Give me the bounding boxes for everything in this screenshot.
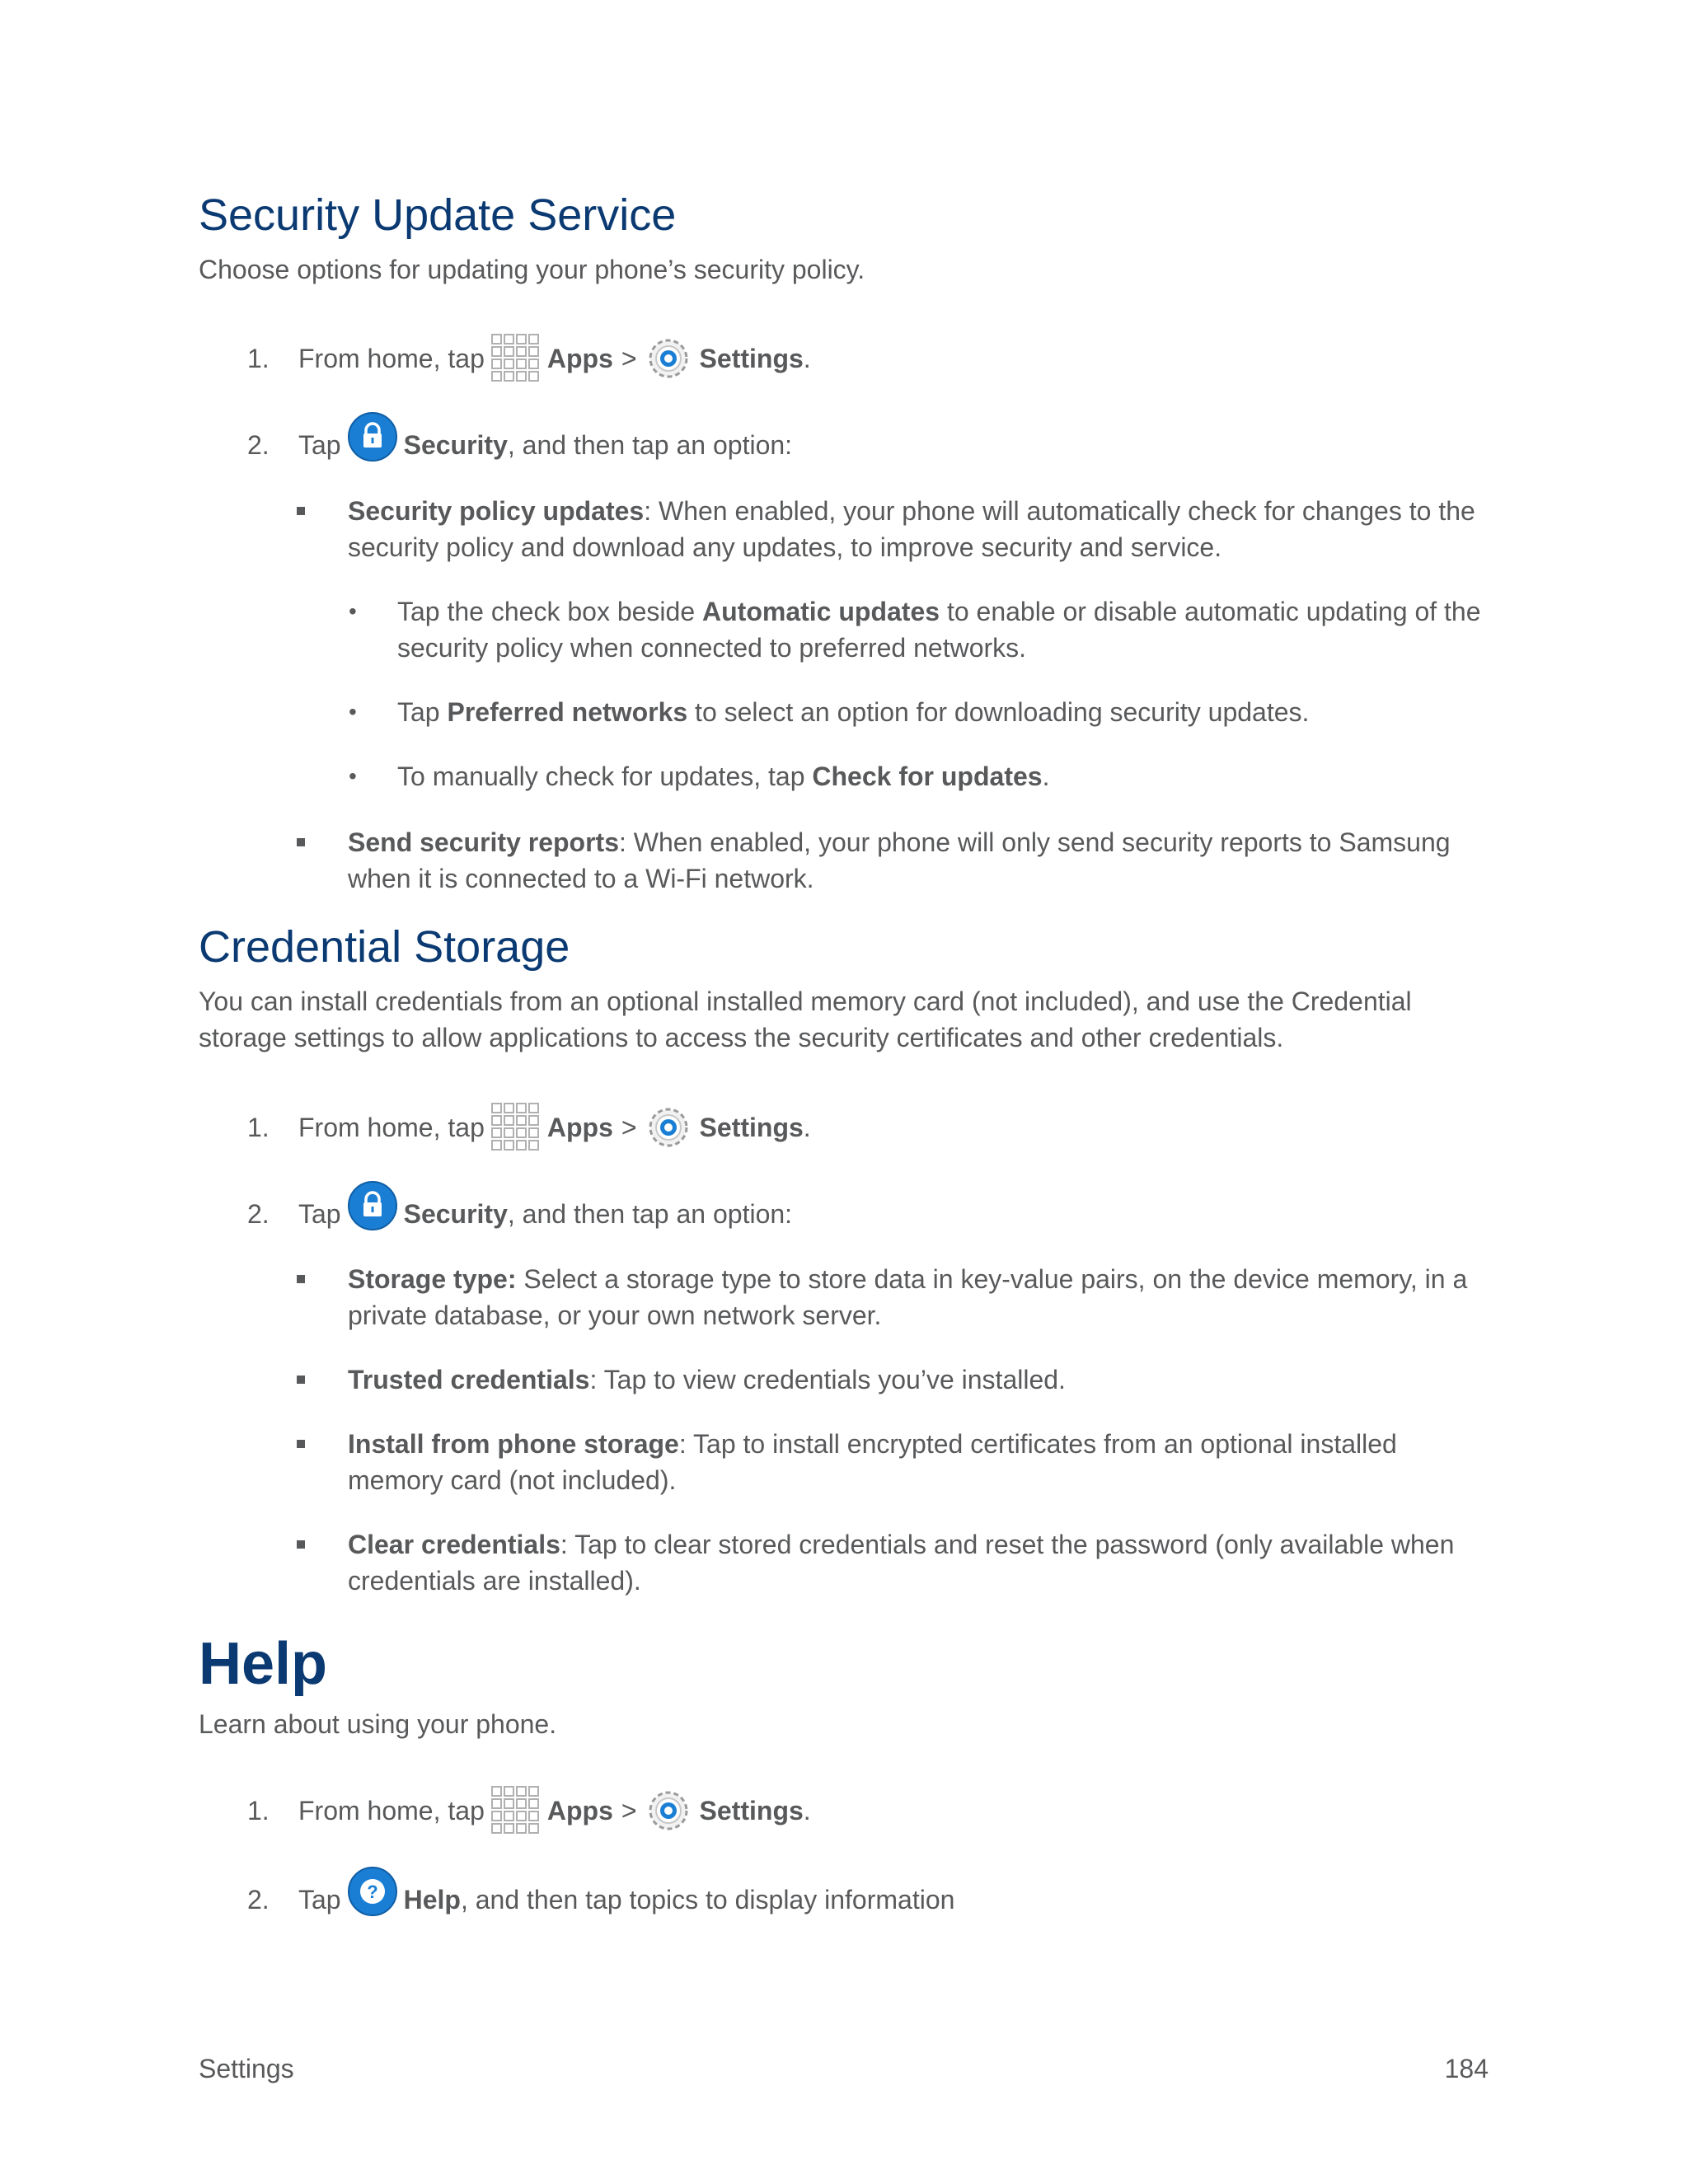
item-text: to enable or disable automatic updating of the security policy when connected to preferred networks.	[397, 597, 1481, 663]
step-text: From home, tap	[298, 1112, 485, 1142]
item-text: .	[1042, 762, 1050, 791]
step-2	[247, 1185, 792, 1243]
footer-section-name: Settings	[199, 2054, 294, 2083]
list-item	[299, 1261, 1494, 1333]
item-term: Install from phone storage	[348, 1429, 679, 1459]
item-term: Send security reports	[348, 827, 619, 857]
step-text-rest: , and then tap topics to display information	[460, 1884, 955, 1915]
round-bullet: •	[349, 699, 357, 724]
separator: >	[621, 1112, 637, 1142]
page-number: 184	[1444, 2054, 1489, 2083]
item-desc: : Tap to view credentials you’ve installed.	[589, 1365, 1066, 1394]
square-bullet	[297, 507, 305, 515]
sub-list-item	[349, 758, 1503, 794]
settings-gear-icon	[644, 334, 693, 383]
list-item	[299, 493, 1494, 565]
step-1	[247, 330, 811, 387]
settings-gear-icon	[644, 1786, 693, 1835]
item-term: Trusted credentials	[348, 1365, 590, 1394]
section-intro: Learn about using your phone.	[199, 1709, 557, 1739]
square-bullet	[297, 1376, 305, 1384]
list-item	[299, 1526, 1494, 1599]
item-desc: : When enabled, your phone will automatically check for changes to the security policy and download any updates, to improve security and service.	[348, 496, 1475, 562]
separator: >	[621, 343, 637, 373]
step-text-rest: , and then tap an option:	[507, 1198, 793, 1229]
punctuation: .	[803, 1795, 811, 1825]
item-term: Automatic updates	[702, 597, 940, 626]
step-text: Tap	[298, 1884, 341, 1915]
item-text: Tap the check box beside	[397, 597, 703, 626]
item-desc: Select a storage type to store data in key-value pairs, on the device memory, in a private database, or your own network server.	[348, 1264, 1468, 1330]
help-label: Help	[403, 1884, 461, 1915]
punctuation: .	[803, 343, 811, 373]
security-label: Security	[403, 429, 508, 460]
square-bullet	[297, 838, 305, 846]
item-term: Clear credentials	[348, 1530, 560, 1559]
item-term: Preferred networks	[447, 697, 688, 727]
settings-label: Settings	[699, 343, 804, 373]
round-bullet: •	[349, 598, 357, 624]
step-number: 2.	[247, 429, 270, 460]
step-text: From home, tap	[298, 1795, 485, 1825]
step-2	[247, 416, 792, 474]
step-number: 1.	[247, 1112, 270, 1142]
settings-label: Settings	[699, 1795, 804, 1825]
security-label: Security	[403, 1198, 508, 1229]
help-question-icon	[348, 1867, 397, 1916]
lock-icon	[348, 412, 397, 462]
section-title-security-update: Security Update Service	[199, 190, 677, 240]
apps-grid-icon	[491, 334, 541, 383]
item-desc: : When enabled, your phone will only send security reports to Samsung when it is connected to a Wi-Fi network.	[348, 827, 1451, 893]
section-intro: You can install credentials from an optional installed memory card (not included), and use the Credential storage settings to allow applications to access the security certificates and other credentials.	[199, 987, 1412, 1052]
item-desc: : Tap to install encrypted certificates from an optional installed memory card (not included).	[348, 1429, 1397, 1495]
step-1	[247, 1099, 811, 1156]
settings-gear-icon	[644, 1103, 693, 1152]
apps-label: Apps	[546, 343, 613, 373]
sub-list-item	[349, 593, 1503, 666]
item-text: To manually check for updates, tap	[397, 762, 813, 791]
item-term: Check for updates	[812, 762, 1043, 791]
step-number: 1.	[247, 343, 270, 373]
square-bullet	[297, 1540, 305, 1549]
item-text: to select an option for downloading security updates.	[687, 697, 1310, 727]
square-bullet	[297, 1275, 305, 1283]
list-item	[299, 1426, 1494, 1498]
sub-list-item	[349, 694, 1503, 730]
item-desc: : Tap to clear stored credentials and reset the password (only available when credentials are installed).	[348, 1530, 1455, 1596]
step-number: 1.	[247, 1795, 270, 1825]
step-text: Tap	[298, 429, 341, 460]
step-2	[247, 1871, 954, 1929]
step-number: 2.	[247, 1884, 270, 1915]
section-title-credential-storage: Credential Storage	[199, 922, 570, 972]
step-text: Tap	[298, 1198, 341, 1229]
step-number: 2.	[247, 1198, 270, 1229]
apps-grid-icon	[491, 1786, 541, 1835]
square-bullet	[297, 1440, 305, 1448]
apps-label: Apps	[546, 1795, 613, 1825]
lock-icon	[348, 1181, 397, 1230]
punctuation: .	[803, 1112, 811, 1142]
list-item	[299, 824, 1494, 897]
section-intro: Choose options for updating your phone’s security policy.	[199, 255, 865, 284]
item-term: Security policy updates	[348, 496, 645, 526]
item-text: Tap	[397, 697, 448, 727]
step-text-rest: , and then tap an option:	[507, 429, 793, 460]
section-title-help: Help	[199, 1631, 328, 1697]
settings-label: Settings	[699, 1112, 804, 1142]
apps-grid-icon	[491, 1103, 541, 1152]
separator: >	[621, 1795, 637, 1825]
apps-label: Apps	[546, 1112, 613, 1142]
list-item	[299, 1361, 1494, 1398]
step-text: From home, tap	[298, 343, 485, 373]
step-1	[247, 1782, 811, 1840]
item-term: Storage type:	[348, 1264, 517, 1294]
round-bullet: •	[349, 763, 357, 789]
